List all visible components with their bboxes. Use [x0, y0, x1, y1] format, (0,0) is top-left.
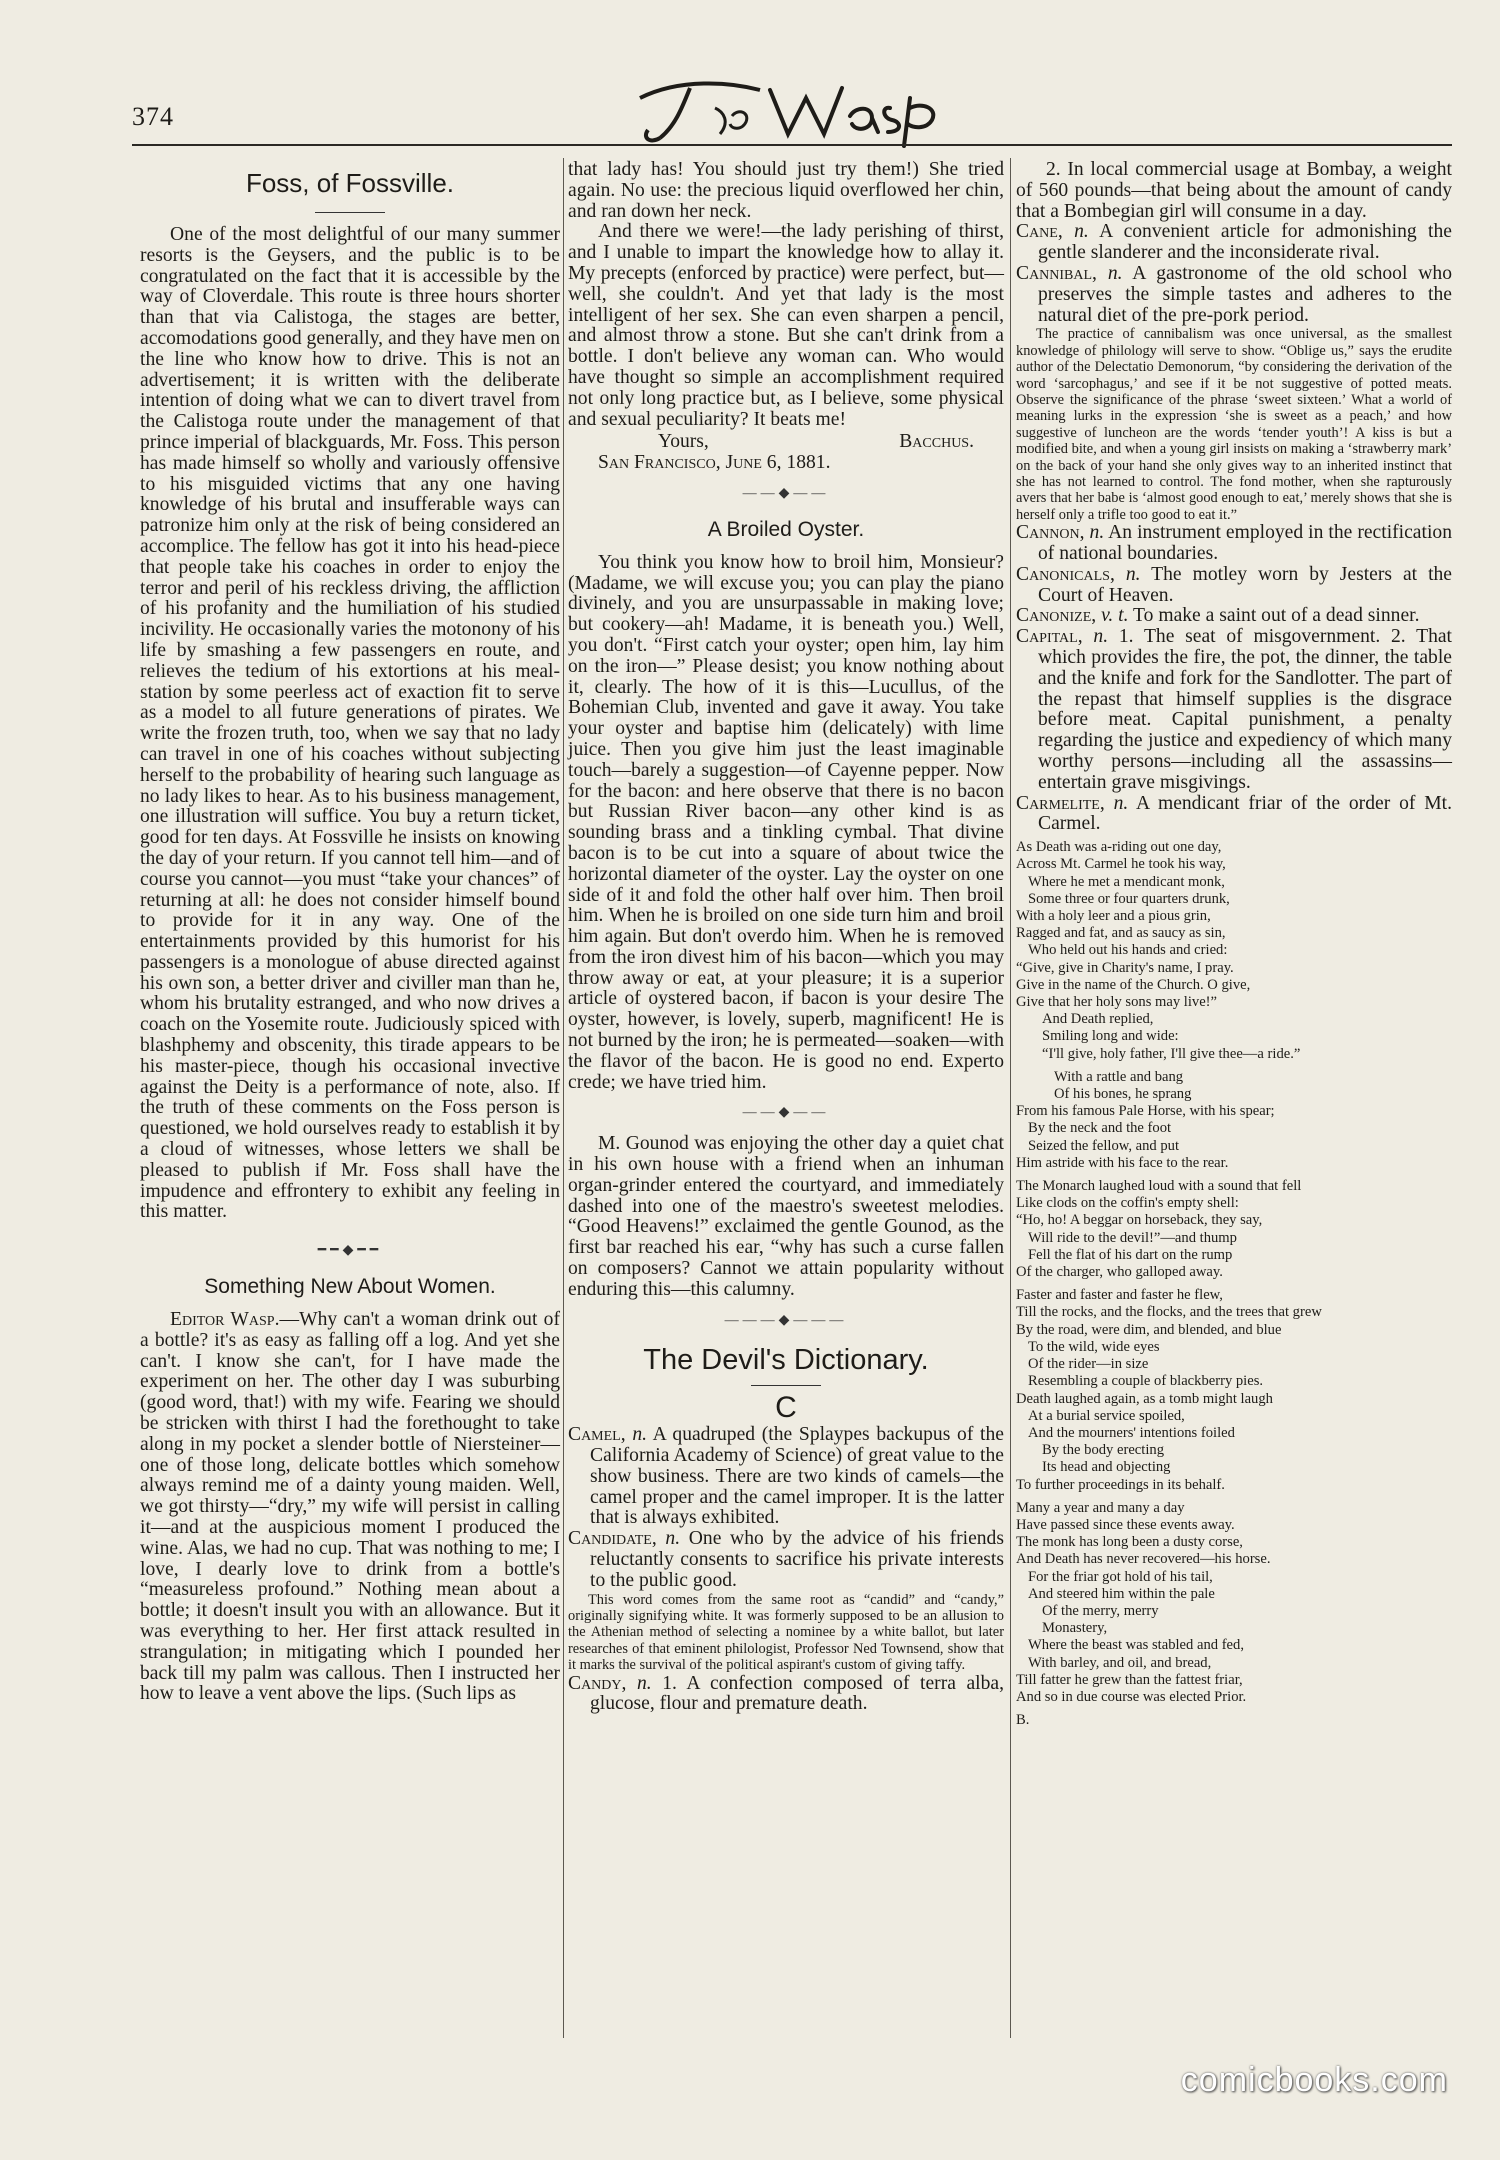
- poem-line: Of the merry, merry: [1042, 1602, 1159, 1619]
- article-body-gounod: M. Gounod was enjoying the other day a quiet chat in his own house with a friend when an inhuman organ-grinder entered the courtyard, and immediately dashed into one of the maestro's sweetest melodies. “Good Heavens!” exclaimed the gentle Gounod, as the first bar reached his ear, “why has such a curse fallen on composers? Cannot we attain popularity without enduring this—this calumny.: [568, 1133, 1004, 1300]
- entry-pos: n.: [632, 1424, 648, 1446]
- dictionary-note-candidate: This word comes from the same root as “candid” and “candy,” originally signifying white. It was formerly supposed to be an allusion to the Athenian method of selecting a nominee by a white ballot, but later researches of that eminent philologist, Professor Ned Townsend, show that it marks the survival of the political aspirant's custom of giving taffy.: [568, 1591, 1004, 1674]
- dictionary-entry-cannon: [1016, 523, 1452, 565]
- entry-definition: 1. The seat of misgovernment. 2. That which provides the fire, the pot, the dinner, the table and the knife and fork for the Sandlotter. The part of the repast that himself supplies is the disgrace before meat. Capital punishment, a penalty regarding the justice and expediency of which many worthy persons—including all the assassins—entertain grave misgivings.: [1038, 626, 1453, 793]
- entry-definition: An instrument employed in the rectification of national boundaries.: [1038, 522, 1452, 565]
- poem-line: Fell the flat of his dart on the rump: [1028, 1246, 1233, 1263]
- poem-line: Many a year and many a day: [1016, 1499, 1185, 1516]
- poem-line: At a burial service spoiled,: [1028, 1407, 1185, 1424]
- dictionary-note-cannibal: The practice of cannibalism was once universal, as the smallest knowledge of philology will serve to show. “Oblige us,” says the erudite author of the Delectatio Demonorum, “by considering the derivation of the word ‘sarcophagus,’ and see if it be not suggestive of potted meats. Observe the significance of the phrase ‘sweet sixteen.’ What a world of meaning lurks in the expression ‘she is sweet as a peach,’ and how suggestive of luncheon are the words ‘tender youth’! A kiss is but a modified bite, and when a young girl insists on making a ‘strawberry mark’ on the back of your hand she only gives way to an inherited instinct that she has not learned to control. The fond mother, when she rapturously avers that her babe is ‘almost good enough to eat,’ merely shows that she is herself only a trifle too good to eat it.”: [1016, 326, 1452, 523]
- entry-pos: n.: [1113, 792, 1129, 814]
- entry-word: Capital,: [1016, 626, 1083, 648]
- entry-word: Cannibal,: [1016, 262, 1097, 284]
- column-divider-2: [1010, 158, 1011, 2038]
- article-title-women: Something New About Women.: [204, 1275, 496, 1299]
- dictionary-entry-canonicals: [1016, 565, 1452, 607]
- poem-line: Give in the name of the Church. O give,: [1016, 976, 1251, 993]
- poem-stanza: [1016, 1069, 1452, 1172]
- column-divider-1: [563, 158, 564, 2038]
- entry-pos: n.: [1093, 626, 1109, 648]
- poem-line: “Ho, ho! A beggar on horseback, they say,: [1016, 1212, 1263, 1229]
- poem-line: “Give, give in Charity's name, I pray.: [1016, 959, 1234, 976]
- article-title-oyster: A Broiled Oyster.: [707, 517, 865, 541]
- dictionary-entry-carmelite: [1016, 794, 1452, 836]
- poem-line: Of the rider—in size: [1028, 1356, 1149, 1373]
- poem-line: To further proceedings in its behalf.: [1016, 1476, 1225, 1493]
- poem-signature: B.: [1016, 1712, 1030, 1729]
- section-ornament: ———◆———: [724, 1312, 848, 1328]
- poem-line: Seized the fellow, and put: [1028, 1137, 1180, 1154]
- entry-definition: A quadruped (the Splaypes backupus of the California Academy of Science) of great value to the show business. There are two kinds of camels—the camel proper and the camel improper. It is the latter that is always exhibited.: [590, 1424, 1004, 1529]
- entry-definition: A mendicant friar of the order of Mt. Carmel.: [1038, 792, 1452, 835]
- poem-line: Its head and objecting: [1042, 1459, 1171, 1476]
- article-body-women-continued: that lady has! You should just try them!) She tried again. No use: the precious liquid overflowed her chin, and ran down her neck.: [568, 159, 1004, 222]
- entry-pos: n.: [1074, 221, 1089, 243]
- masthead-logo: [620, 68, 980, 152]
- column-1: [140, 160, 560, 1705]
- letter-closing: Yours,: [658, 431, 709, 453]
- dictionary-entry-capital: [1016, 627, 1452, 793]
- article-body-foss: One of the most delightful of our many summer resorts is the Geysers, and the public is to be congratulated on the fact that it is accessible by the way of Cloverdale. This route is three hours shorter than that via Calistoga, the stages are better, accomodations good generally, and they have men on the line who know how to drive. This is not an advertisement; it is written with the deliberate intention of doing what we can to divert travel from the Calistoga route under the management of that prince imperial of blackguards, Mr. Foss. This person has made himself so wholly and variously offensive to his misguided victims that any one having knowledge of his brutal and insufferable ways can patronize him only at the risk of being considered an accomplice. The fellow has got it into his head-piece that people take his coaches in order to enjoy the terror and peril of his reckless driving, the affliction of his profanity and the humiliation of his studied incivility. He occasionally varies the motonony of his life by smashing a few passengers en route, and relieves the tedium of his extortions at his meal-station by some peerless act of exaction fit to serve as a model to all future generations of pirates. We write the frozen truth, too, when we say that no lady can travel in one of his coaches without subjecting herself to the probability of hearing such language as no lady likes to hear. As to his business management, one illustration will suffice. You buy a return ticket, good for ten days. At Fossville he insists on knowing the day of your return. If you cannot tell him—and of course you cannot—you must “take your chances” of returning at all: he does not consider himself bound to provide for it in any way. One of the entertainments provided by this humorist for his passengers is a monologue of abuse directed against his own son, a better driver and civiller man than he, whom his brutality estranged, and who now drives a coach on the Yosemite route. Judiciously spiced with blashphemy and obscenity, this tirade appears to be his master-piece, though his occasional invective against the Deity is a performance of note, also. If the truth of these comments on the Foss person is questioned, we hold ourselves ready to establish it by a cloud of witnesses, whose letters we shall be pleased to publish if Mr. Foss shall have the impudence and effrontery to exhibit any feeling in this matter.: [140, 224, 560, 1223]
- poem-line: By the body erecting: [1042, 1442, 1164, 1459]
- entry-word: Candy,: [568, 1672, 627, 1694]
- poem-line: And so in due course was elected Prior.: [1016, 1688, 1247, 1705]
- poem-line: To the wild, wide eyes: [1028, 1338, 1160, 1355]
- poem-line: The Monarch laughed loud with a sound that fell: [1016, 1178, 1302, 1195]
- poem-line: Of the charger, who galloped away.: [1016, 1264, 1223, 1281]
- poem-line: By the neck and the foot: [1028, 1120, 1172, 1137]
- entry-word: Carmelite,: [1016, 792, 1105, 814]
- poem-line: By the road, were dim, and blended, and blue: [1016, 1321, 1282, 1338]
- poem-line: Smiling long and wide:: [1042, 1028, 1179, 1045]
- poem-carmelite: [1016, 839, 1452, 1706]
- masthead-text: The Wasp: [800, 150, 804, 151]
- section-ornament: ——◆——: [742, 1105, 830, 1121]
- poem-line: Him astride with his face to the rear.: [1016, 1154, 1229, 1171]
- entry-pos: n.: [665, 1528, 681, 1550]
- letter-dateline: San Francisco, June 6, 1881.: [598, 452, 831, 474]
- poem-line: From his famous Pale Horse, with his spear;: [1016, 1103, 1275, 1120]
- section-ornament: ━━◆━━: [317, 1243, 383, 1259]
- entry-definition: A gastronome of the old school who preserves the simple tastes and adheres to the natural diet of the pre-pork period.: [1038, 262, 1452, 326]
- poem-line: For the friar got hold of his tail,: [1028, 1568, 1213, 1585]
- dictionary-entry-cane: [1016, 222, 1452, 264]
- entry-definition: The motley worn by Jesters at the Court of Heaven.: [1038, 563, 1453, 606]
- entry-word: Cannon,: [1016, 522, 1085, 544]
- header-rule: [132, 144, 1452, 146]
- page-number: 374: [132, 102, 174, 131]
- entry-pos: n.: [1125, 563, 1141, 585]
- entry-pos: v. t.: [1101, 605, 1129, 627]
- poem-line: With a rattle and bang: [1054, 1068, 1184, 1085]
- poem-stanza: [1016, 839, 1452, 1063]
- poem-line: Like clods on the coffin's empty shell:: [1016, 1195, 1239, 1212]
- article-body-women-p2: And there we were!—the lady perishing of thirst, and I unable to impart the knowledge how to allay it. My precepts (enforced by practice) were perfect, but—well, she couldn't. And yet that lady is the most intelligent of her sex. She can even sharpen a pencil, and almost throw a stone. But she can't drink from a bottle. I don't believe any woman can. Who would have thought so simple an accomplishment required not only long practice but, as I believe, some physical and sexual peculiarity? It beats me!: [568, 221, 1004, 430]
- poem-line: Have passed since these events away.: [1016, 1516, 1235, 1533]
- poem-line: Will ride to the devil!”—and thump: [1028, 1229, 1237, 1246]
- poem-line: With a holy leer and a pious grin,: [1016, 908, 1211, 925]
- letter-signer: Bacchus.: [899, 431, 974, 453]
- poem-line: Of his bones, he sprang: [1054, 1086, 1192, 1103]
- entry-pos: n.: [1107, 262, 1123, 284]
- poem-line: And steered him within the pale: [1028, 1585, 1215, 1602]
- poem-line: Where the beast was stabled and fed,: [1028, 1637, 1244, 1654]
- section-ornament: ——◆——: [742, 485, 830, 501]
- poem-line: Resembling a couple of blackberry pies.: [1028, 1373, 1264, 1390]
- entry-word: Candidate,: [568, 1528, 657, 1550]
- entry-word: Canonize,: [1016, 605, 1097, 627]
- masthead-script-logo: [620, 68, 980, 152]
- article-body-women: [140, 1310, 560, 1705]
- entry-definition: 1. A confection composed of terra alba, glucose, flour and premature death.: [590, 1672, 1005, 1715]
- dictionary-entry-cannibal: [1016, 264, 1452, 326]
- entry-word: Canonicals,: [1016, 563, 1115, 585]
- poem-line: Monastery,: [1042, 1620, 1108, 1637]
- poem-line: And Death replied,: [1042, 1011, 1154, 1028]
- letter-salutation: Editor Wasp.: [170, 1309, 280, 1331]
- dictionary-entry-canonize: [1016, 606, 1452, 627]
- dictionary-entry-candy-continued: 2. In local commercial usage at Bombay, a weight of 560 pounds—that being about the amount of candy that a Bombegian girl will consume in a day.: [1016, 159, 1452, 222]
- entry-word: Cane,: [1016, 221, 1063, 243]
- column-2: [568, 160, 1004, 1715]
- dictionary-entry-candidate: [568, 1529, 1004, 1591]
- poem-stanza: [1016, 1500, 1452, 1706]
- poem-line: And the mourners' intentions foiled: [1028, 1424, 1235, 1441]
- poem-line: With barley, and oil, and bread,: [1028, 1654, 1212, 1671]
- poem-line: And Death has never recovered—his horse.: [1016, 1551, 1271, 1568]
- poem-line: Till fatter he grew than the fattest friar,: [1016, 1671, 1243, 1688]
- poem-stanza: [1016, 1178, 1452, 1281]
- article-title-dictionary: The Devil's Dictionary.: [643, 1344, 929, 1377]
- column-3: [1016, 160, 1452, 1729]
- dictionary-entry-camel: [568, 1425, 1004, 1529]
- poem-line: Death laughed again, as a tomb might laugh: [1016, 1390, 1273, 1407]
- article-body-oyster: You think you know how to broil him, Monsieur? (Madame, we will excuse you; you can play the piano divinely, and you are unsurpassable in making love; but cookery—ah! Madame, it is beneath you.) Well, you don't. “First catch your oyster; open him, lay him on the iron—” Please desist; you know nothing about it, clearly. The how of it is this—Lucullus, of the Bohemian Club, invented and gave it away. You take your oyster and baptise him (delicately) with lime juice. Then you give him just the least imaginable touch—barely a suggestion—of Cayenne pepper. Now for the bacon: and here observe that there is no bacon but Russian River bacon—any other kind is as sounding brass and a tinkling cymbal. That divine bacon is to be cut into a square of about twice the horizontal diameter of the oyster. Lay the oyster on one side of it and fold the other half over him. Then broil him. When he is broiled on one side turn him and broil him again. But don't overdo him. When he is removed from the iron divest him of his bacon—which you may throw away or eat, at your pleasure; it is a superior article of oystered bacon, if bacon is your desire The oyster, however, is lovely, superb, magnificent! He is not burned by the iron; he is permeated—soaken—with the flavor of the bacon. He is good no end. Experto crede; we have tried him.: [568, 551, 1004, 1093]
- poem-line: The monk has long been a dusty corse,: [1016, 1534, 1243, 1551]
- poem-line: Across Mt. Carmel he took his way,: [1016, 856, 1226, 873]
- poem-line: “I'll give, holy father, I'll give thee—a ride.”: [1042, 1045, 1301, 1062]
- entry-word: Camel,: [568, 1424, 626, 1446]
- poem-line: Faster and faster and faster he flew,: [1016, 1287, 1223, 1304]
- poem-line: Where he met a mendicant monk,: [1028, 873, 1225, 890]
- poem-line: As Death was a-riding out one day,: [1016, 839, 1222, 856]
- dictionary-letter: C: [775, 1391, 797, 1425]
- site-watermark: comicbooks.com: [1180, 2061, 1448, 2099]
- entry-definition: A convenient article for admonishing the gentle slanderer and the inconsiderate rival.: [1038, 221, 1452, 264]
- entry-definition: One who by the advice of his friends reluctantly consents to sacrifice his private interests to the public good.: [590, 1528, 1004, 1591]
- letter-signature: [568, 432, 1004, 453]
- poem-line: Some three or four quarters drunk,: [1028, 890, 1230, 907]
- title-rule: [315, 212, 385, 213]
- poem-line: Till the rocks, and the flocks, and the trees that grew: [1016, 1304, 1322, 1321]
- entry-definition: To make a saint out of a dead sinner.: [1133, 605, 1420, 627]
- article-body-women-text: —Why can't a woman drink out of a bottle? it's as easy as falling off a log. And yet she can't. I know she can't, for I have made the experiment on her. The other day I was suburbing (good word, that!) with my wife. Fearing we should be stricken with thirst I had the forethought to take along in my pocket a slender bottle of Niersteiner—one of those long, delicate bottles which somehow always remind me of a dainty young maiden. Well, we got thirsty—“dry,” my wife will persist in calling it—and at the auspicious moment I produced the wine. Alas, we had no cup. That was nothing to me; I love, I dearly love to drink from a bottle's “measureless profound.” Nothing mean about a bottle; it doesn't insult you with an allowance. But it was everything to her. Her first attack resulted in strangulation; in mitigating which I pounded her back till my palm was callous. Then I instructed her how to leave a vent above the lips. (Such lips as: [140, 1309, 560, 1705]
- poem-line: Give that her holy sons may live!”: [1016, 994, 1218, 1011]
- poem-line: Ragged and fat, and as saucy as sin,: [1016, 925, 1226, 942]
- poem-line: Who held out his hands and cried:: [1028, 942, 1228, 959]
- article-title-foss: Foss, of Fossville.: [245, 168, 455, 198]
- dictionary-entry-candy: [568, 1674, 1004, 1716]
- title-rule: [751, 1385, 821, 1386]
- entry-pos: n.: [636, 1672, 652, 1694]
- poem-stanza: [1016, 1287, 1452, 1493]
- entry-pos: n.: [1089, 522, 1105, 544]
